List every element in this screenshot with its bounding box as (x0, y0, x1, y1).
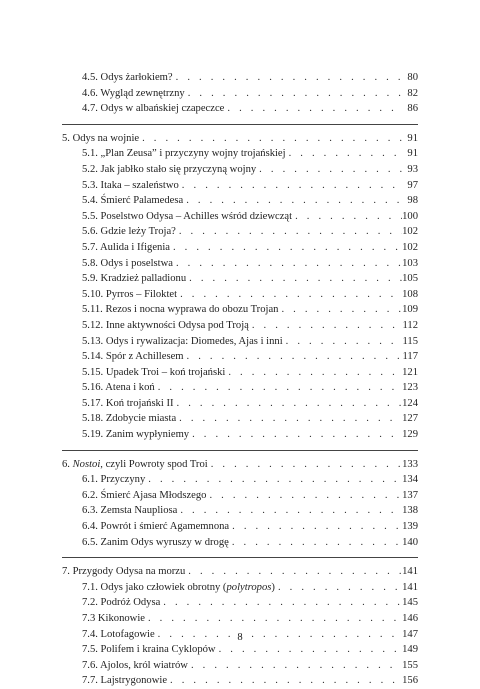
leader-dots (176, 411, 402, 427)
toc-entry-title: 5.14. Spór z Achillesem (82, 351, 184, 363)
toc-entry-title-prefix: 6. (62, 458, 73, 470)
toc-entry-title: 5.11. Rezos i nocna wyprawa do obozu Trojan (82, 304, 279, 316)
toc-subsection-entry[interactable] (62, 146, 418, 162)
toc-chapter-entry[interactable] (62, 457, 418, 473)
leader-dots (249, 318, 402, 334)
toc-entry-title-italic: Nostoi (72, 458, 101, 470)
toc-page-number: 115 (402, 335, 418, 347)
leader-dots (179, 178, 402, 194)
toc-page-number: 117 (402, 351, 418, 363)
toc-subsection-entry[interactable] (62, 318, 418, 334)
toc-chapter-entry[interactable] (62, 131, 418, 147)
leader-dots (155, 380, 402, 396)
toc-entry-title: 5.3. Itaka – szaleństwo (82, 179, 179, 191)
leader-dots (229, 519, 402, 535)
toc-page-number: 134 (402, 474, 418, 486)
toc-page-number: 127 (402, 413, 418, 425)
toc-entry-title: 6.3. Zemsta Naupliosa (82, 505, 178, 517)
toc-page-number: 155 (402, 659, 418, 671)
section-divider (62, 450, 418, 451)
toc-subsection-entry[interactable] (62, 535, 418, 551)
toc-subsection-entry[interactable] (62, 224, 418, 240)
toc-entry-title: 4.7. Odys w albańskiej czapeczce (82, 103, 225, 115)
leader-dots (167, 673, 402, 689)
leader-dots (229, 535, 402, 551)
toc-page-number: 141 (402, 581, 418, 593)
toc-subsection-entry[interactable] (62, 519, 418, 535)
leader-dots (208, 457, 402, 473)
toc-entry-title: 6.1. Przyczyny (82, 474, 146, 486)
toc-subsection-entry[interactable] (62, 271, 418, 287)
leader-dots (185, 86, 402, 102)
leader-dots (145, 611, 402, 627)
toc-subsection-entry[interactable] (62, 256, 418, 272)
toc-page-number: 123 (402, 382, 418, 394)
toc-subsection-entry[interactable] (62, 503, 418, 519)
toc-subsection-entry[interactable] (62, 193, 418, 209)
toc-entry-title: 6.4. Powrót i śmierć Agamemnona (82, 521, 230, 533)
leader-dots (188, 658, 402, 674)
toc-entry-title-italic: polytropos (226, 581, 272, 593)
toc-entry-title: 5.17. Koń trojański II (82, 397, 174, 409)
toc-page-number: 139 (402, 521, 418, 533)
toc-page-number: 124 (402, 397, 418, 409)
leader-dots (216, 642, 402, 658)
toc-entry-title: 5.16. Atena i koń (82, 382, 155, 394)
toc-entry-title: 5.7. Aulida i Ifigenia (82, 241, 170, 253)
toc-page-number: 97 (407, 179, 418, 191)
toc-subsection-entry[interactable] (62, 611, 418, 627)
toc-page-number: 108 (402, 288, 418, 300)
leader-dots (256, 162, 402, 178)
toc-chapter-entry[interactable] (62, 564, 418, 580)
toc-page-number: 86 (407, 103, 418, 115)
toc-entry-title: 7.6. Ajolos, król wiatrów (82, 659, 188, 671)
leader-dots (206, 488, 402, 504)
toc-page-number: 141 (402, 566, 418, 578)
leader-dots (286, 146, 402, 162)
toc-subsection-entry[interactable] (62, 334, 418, 350)
toc-entry-title: 6.5. Zanim Odys wyruszy w drogę (82, 536, 229, 548)
toc-page-number: 109 (402, 304, 418, 316)
table-of-contents (62, 70, 418, 689)
toc-subsection-entry[interactable] (62, 658, 418, 674)
toc-entry-title: 5.5. Poselstwo Odysa – Achilles wśród dziewcząt (82, 210, 293, 222)
toc-entry-title (62, 457, 208, 473)
toc-page-number: 121 (402, 366, 418, 378)
toc-subsection-entry[interactable] (62, 595, 418, 611)
toc-subsection-entry[interactable] (62, 411, 418, 427)
leader-dots (176, 224, 402, 240)
toc-subsection-entry[interactable] (62, 240, 418, 256)
leader-dots (292, 209, 402, 225)
toc-entry-title: 5.6. Gdzie leży Troja? (82, 226, 176, 238)
toc-page-number: 156 (402, 675, 418, 687)
toc-page-number: 145 (402, 597, 418, 609)
toc-entry-title: 7.4. Lotofagowie (82, 628, 155, 640)
leader-dots (173, 256, 402, 272)
toc-page-number: 138 (402, 505, 418, 517)
toc-subsection-entry[interactable] (62, 642, 418, 658)
toc-page-number: 146 (402, 613, 418, 624)
toc-page-number: 129 (402, 429, 418, 441)
toc-page-number: 82 (407, 87, 418, 99)
toc-entry-title (82, 580, 275, 596)
toc-subsection-entry[interactable] (62, 287, 418, 303)
toc-subsection-entry[interactable] (62, 396, 418, 412)
toc-entry-title: 5.10. Pyrros – Filoktet (82, 288, 178, 300)
toc-entry-title-suffix: ) (271, 581, 275, 593)
toc-page-number: 149 (402, 644, 418, 656)
toc-entry-title: 7.7. Lajstrygonowie (82, 675, 168, 687)
toc-page-number: 91 (407, 148, 418, 160)
leader-dots (173, 70, 402, 86)
toc-subsection-entry[interactable] (62, 427, 418, 443)
toc-page-number: 137 (402, 489, 418, 501)
toc-entry-title: 7. Przygody Odysa na morzu (62, 566, 186, 578)
toc-subsection-entry[interactable] (62, 70, 418, 86)
toc-page-number: 140 (402, 536, 418, 548)
leader-dots (170, 240, 402, 256)
toc-subsection-entry[interactable] (62, 302, 418, 318)
leader-dots (183, 193, 402, 209)
toc-entry-title: 4.6. Wygląd zewnętrzny (82, 87, 185, 99)
toc-entry-title: 5.13. Odys i rywalizacja: Diomedes, Ajas i inni (82, 335, 283, 347)
leader-dots (177, 287, 402, 303)
toc-subsection-entry[interactable] (62, 580, 418, 596)
leader-dots (174, 396, 402, 412)
toc-page-number: 112 (402, 319, 418, 331)
toc-entry-title: 5.15. Upadek Troi – koń trojański (82, 366, 226, 378)
leader-dots (177, 503, 402, 519)
toc-page-number: 91 (407, 132, 418, 144)
leader-dots (184, 349, 402, 365)
toc-subsection-entry[interactable] (62, 209, 418, 225)
toc-entry-title: 5.9. Kradzież palladionu (82, 273, 187, 285)
toc-entry-title: 7.5. Polifem i kraina Cyklopów (82, 644, 216, 656)
toc-page-number: 102 (402, 226, 418, 238)
leader-dots (224, 101, 402, 117)
toc-page-number: 103 (402, 257, 418, 269)
toc-entry-title: 5.12. Inne aktywności Odysa pod Troją (82, 319, 249, 331)
leader-dots (186, 271, 402, 287)
toc-entry-title: 5.4. Śmierć Palamedesa (82, 195, 184, 207)
toc-page-number: 100 (402, 210, 418, 222)
toc-entry-title: 7.3 Kikonowie (82, 613, 145, 624)
toc-subsection-entry[interactable] (62, 86, 418, 102)
toc-entry-title-suffix: , czyli Powroty spod Troi (100, 458, 208, 470)
toc-page-number: 147 (402, 628, 418, 640)
toc-entry-title: 5.18. Zdobycie miasta (82, 413, 177, 425)
toc-entry-title-prefix: 7.1. Odys jako człowiek obrotny ( (82, 581, 227, 593)
toc-subsection-entry[interactable] (62, 472, 418, 488)
toc-page-number: 133 (402, 458, 418, 470)
section-divider (62, 557, 418, 558)
toc-subsection-entry[interactable] (62, 673, 418, 689)
leader-dots (185, 564, 402, 580)
page-number: 8 (237, 632, 243, 643)
leader-dots (189, 427, 402, 443)
toc-page-number: 102 (402, 241, 418, 253)
toc-entry-title: 5.1. „Plan Zeusa” i przyczyny wojny trojańskiej (82, 148, 286, 160)
toc-subsection-entry[interactable] (62, 380, 418, 396)
toc-entry-title: 5.19. Zanim wypłyniemy (82, 429, 190, 441)
toc-entry-title: 6.2. Śmierć Ajasa Młodszego (82, 489, 207, 501)
toc-page-number: 80 (407, 72, 418, 83)
toc-subsection-entry[interactable] (62, 162, 418, 178)
leader-dots (275, 580, 402, 596)
leader-dots (160, 595, 402, 611)
toc-page-number: 98 (407, 195, 418, 207)
leader-dots (145, 472, 402, 488)
toc-page-number: 105 (402, 273, 418, 285)
toc-subsection-entry[interactable] (62, 365, 418, 381)
toc-entry-title: 5.2. Jak jabłko stało się przyczyną wojny (82, 163, 257, 175)
toc-subsection-entry[interactable] (62, 488, 418, 504)
toc-entry-title: 4.5. Odys żarłokiem? (82, 72, 173, 83)
toc-entry-title: 7.2. Podróż Odysa (82, 597, 161, 609)
leader-dots (278, 302, 402, 318)
toc-subsection-entry[interactable] (62, 349, 418, 365)
section-divider (62, 124, 418, 125)
leader-dots (139, 131, 402, 147)
leader-dots (225, 365, 402, 381)
toc-subsection-entry[interactable] (62, 178, 418, 194)
toc-page-number: 93 (407, 163, 418, 175)
toc-entry-title: 5. Odys na wojnie (62, 132, 140, 144)
leader-dots (283, 334, 402, 350)
toc-subsection-entry[interactable] (62, 101, 418, 117)
toc-entry-title: 5.8. Odys i poselstwa (82, 257, 173, 269)
